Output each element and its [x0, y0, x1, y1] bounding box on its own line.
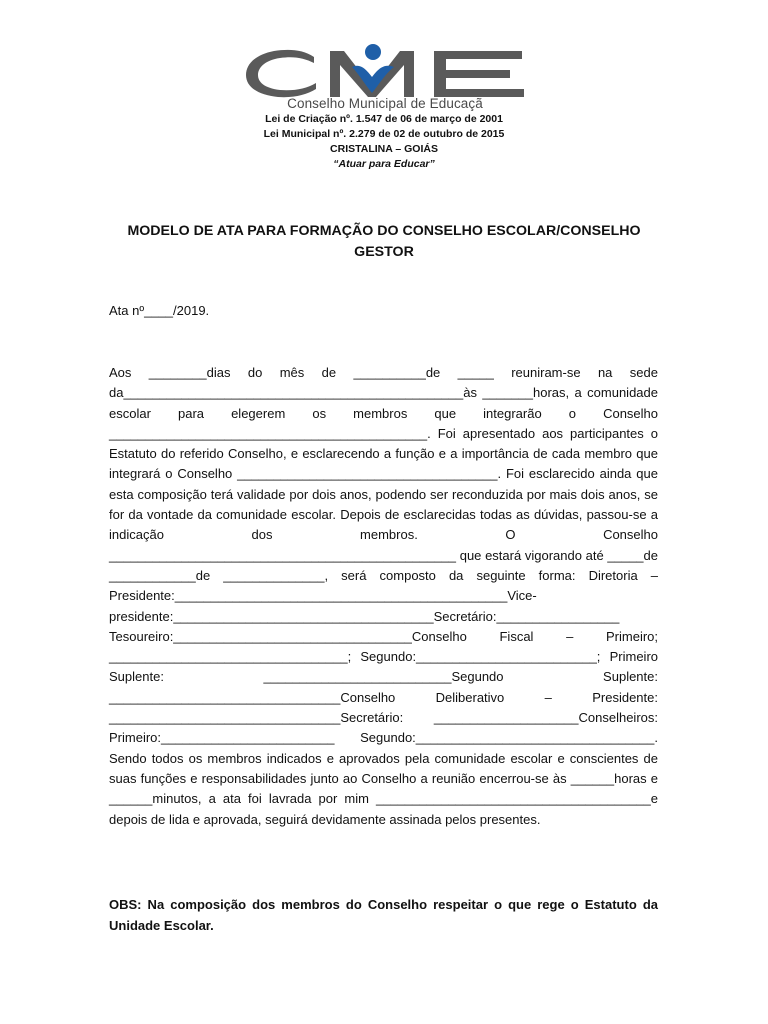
law-creation: Lei de Criação nº. 1.547 de 06 de março de 2001 [265, 113, 503, 125]
law-municipal: Lei Municipal nº. 2.279 de 02 de outubro de 2015 [263, 128, 505, 140]
letterhead-info [0, 112, 768, 172]
logo-caption: Conselho Municipal de Educaçã [287, 96, 483, 111]
ata-body: Aos ________dias do mês de __________de _____ reuniram-se na sede da_______________________________________________às _______horas, a comunidade escolar para elegerem os membros que integrarão o Conselho ____________________________________________. Foi apresentado aos participantes o Estatuto do referido Conselho, e esclarecendo a função e a importância de cada membro que integrará o Conselho ____________________________________. Foi esclarecido ainda que esta composição terá validade por dois anos, podendo ser reconduzida por mais dois anos, se for da vontade da comunidade escolar. Depois de esclarecidas todas as dúvidas, passou-se a indicação dos membros. O Conselho ________________________________________________ que estará vigorando até _____de ____________de ______________, será composto da seguinte forma: Diretoria – Presidente:______________________________________________Vice-presidente:____________________________________Secretário:_________________ Tesoureiro:_________________________________Conselho Fiscal – Primeiro; _________________________________; Segundo:_________________________; Primeiro Suplente: __________________________Segundo Suplente: ________________________________Conselho Deliberativo – Presidente: ________________________________Secretário: ____________________Conselheiros: Primeiro:________________________ Segundo:_________________________________. Sendo todos os membros indicados e aprovados pela comunidade escolar e conscientes de suas funções e responsabilidades junto ao Conselho a reunião encerrou-se às ______horas e ______minutos, a ata foi lavrada por mim ______________________________________e depois de lida e aprovada, seguirá devidamente assinada pelos presentes. [109, 365, 658, 827]
logo-letter-c [246, 50, 316, 97]
motto: “Atuar para Educar” [333, 158, 435, 170]
obs-note: OBS: Na composição dos membros do Conselho respeitar o que rege o Estatuto da Unidade Escolar. [109, 897, 658, 933]
city: CRISTALINA – GOIÁS [330, 143, 438, 155]
document-title: MODELO DE ATA PARA FORMAÇÃO DO CONSELHO ESCOLAR/CONSELHO GESTOR [127, 223, 641, 260]
ata-number: Ata nº____/2019. [109, 303, 210, 318]
logo-letter-e [434, 51, 524, 97]
